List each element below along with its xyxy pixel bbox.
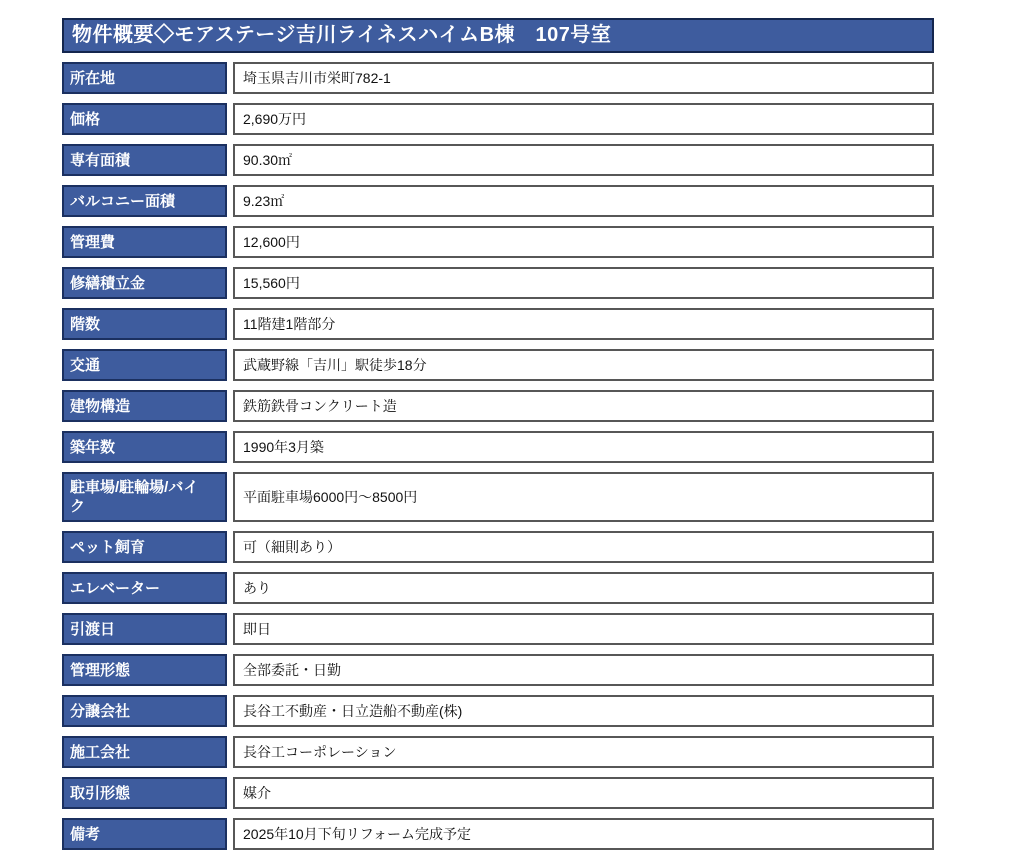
row-label: 施工会社 [62, 736, 227, 768]
row-value: 埼玉県吉川市栄町782-1 [233, 62, 934, 94]
row-label: 修繕積立金 [62, 267, 227, 299]
row-value: 12,600円 [233, 226, 934, 258]
table-row [62, 818, 934, 850]
table-row [62, 226, 934, 258]
table-row [62, 654, 934, 686]
row-value: 長谷工不動産・日立造船不動産(株) [233, 695, 934, 727]
table-title: 物件概要◇モアステージ吉川ライネスハイムB棟 107号室 [62, 18, 934, 53]
table-rows [62, 62, 934, 850]
row-value: 武蔵野線「吉川」駅徒歩18分 [233, 349, 934, 381]
row-value: 全部委託・日勤 [233, 654, 934, 686]
table-row [62, 267, 934, 299]
row-value: 鉄筋鉄骨コンクリート造 [233, 390, 934, 422]
table-row [62, 103, 934, 135]
row-label: 所在地 [62, 62, 227, 94]
row-label: 分譲会社 [62, 695, 227, 727]
row-label: 駐車場/駐輪場/バイク [62, 472, 227, 522]
table-row [62, 349, 934, 381]
row-label: 交通 [62, 349, 227, 381]
row-label: 引渡日 [62, 613, 227, 645]
table-row [62, 472, 934, 522]
table-row [62, 777, 934, 809]
row-value: 90.30㎡ [233, 144, 934, 176]
row-value: あり [233, 572, 934, 604]
row-value: 1990年3月築 [233, 431, 934, 463]
row-label: バルコニー面積 [62, 185, 227, 217]
table-row [62, 185, 934, 217]
row-label: エレベーター [62, 572, 227, 604]
row-value: 2,690万円 [233, 103, 934, 135]
row-value: 平面駐車場6000円～8500円 [233, 472, 934, 522]
row-label: 築年数 [62, 431, 227, 463]
row-value: 2025年10月下旬リフォーム完成予定 [233, 818, 934, 850]
row-label: 建物構造 [62, 390, 227, 422]
table-row [62, 390, 934, 422]
table-row [62, 613, 934, 645]
row-label: 専有面積 [62, 144, 227, 176]
row-value: 媒介 [233, 777, 934, 809]
row-value: 即日 [233, 613, 934, 645]
row-label: 管理費 [62, 226, 227, 258]
table-row [62, 531, 934, 563]
row-label: 階数 [62, 308, 227, 340]
row-value: 11階建1階部分 [233, 308, 934, 340]
row-value: 長谷工コーポレーション [233, 736, 934, 768]
row-label: 取引形態 [62, 777, 227, 809]
row-label: 管理形態 [62, 654, 227, 686]
table-row [62, 572, 934, 604]
row-value: 9.23㎡ [233, 185, 934, 217]
row-label: ペット飼育 [62, 531, 227, 563]
table-row [62, 431, 934, 463]
table-row [62, 736, 934, 768]
property-overview-table [62, 18, 934, 850]
table-row [62, 695, 934, 727]
row-value: 可（細則あり） [233, 531, 934, 563]
table-row [62, 62, 934, 94]
row-label: 備考 [62, 818, 227, 850]
table-row [62, 144, 934, 176]
row-value: 15,560円 [233, 267, 934, 299]
table-row [62, 308, 934, 340]
row-label: 価格 [62, 103, 227, 135]
